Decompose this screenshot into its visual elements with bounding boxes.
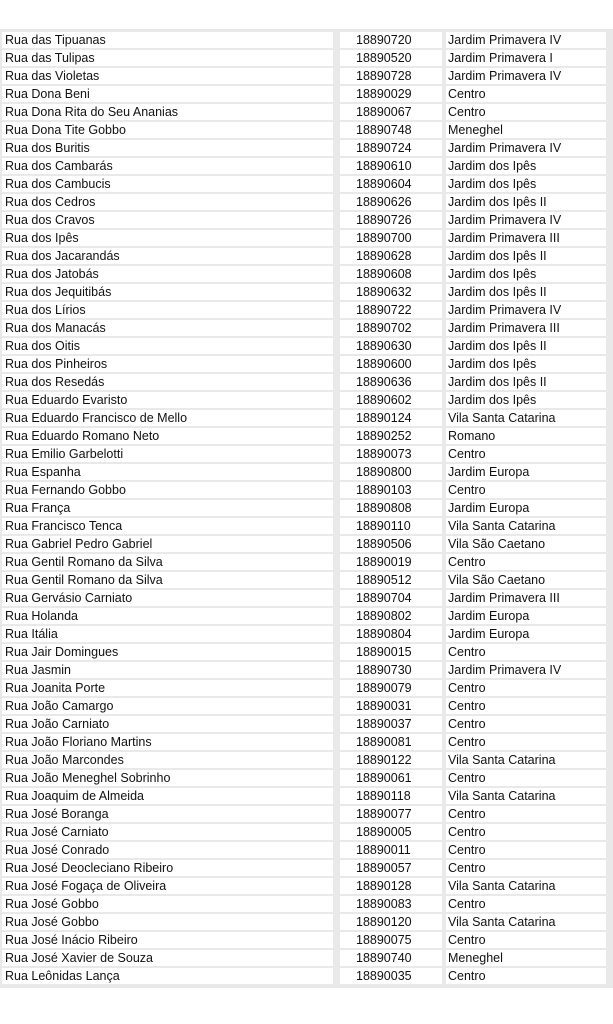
table-row	[0, 319, 613, 337]
district-cell: Jardim Primavera III	[446, 590, 606, 606]
street-cell: Rua Joaquim de Almeida	[2, 788, 333, 804]
cep-cell: 18890636	[340, 374, 442, 390]
cep-cell: 18890720	[340, 32, 442, 48]
cep-cell: 18890740	[340, 950, 442, 966]
district-cell: Jardim dos Ipês	[446, 392, 606, 408]
street-cell: Rua Emilio Garbelotti	[2, 446, 333, 462]
table-row	[0, 679, 613, 697]
street-cell: Rua Jasmin	[2, 662, 333, 678]
cep-cell: 18890702	[340, 320, 442, 336]
cep-cell: 18890005	[340, 824, 442, 840]
district-cell: Romano	[446, 428, 606, 444]
table-row	[0, 607, 613, 625]
street-cell: Rua João Camargo	[2, 698, 333, 714]
table-row	[0, 445, 613, 463]
street-cell: Rua José Gobbo	[2, 914, 333, 930]
cep-cell: 18890031	[340, 698, 442, 714]
district-cell: Jardim Primavera IV	[446, 140, 606, 156]
cep-cell: 18890802	[340, 608, 442, 624]
cep-cell: 18890724	[340, 140, 442, 156]
district-cell: Jardim Primavera IV	[446, 68, 606, 84]
cep-cell: 18890124	[340, 410, 442, 426]
table-row	[0, 391, 613, 409]
district-cell: Centro	[446, 554, 606, 570]
district-cell: Centro	[446, 716, 606, 732]
street-cell: Rua Joanita Porte	[2, 680, 333, 696]
table-row	[0, 193, 613, 211]
table-row	[0, 841, 613, 859]
cep-cell: 18890704	[340, 590, 442, 606]
table-row	[0, 733, 613, 751]
table-row	[0, 769, 613, 787]
street-cell: Rua João Marcondes	[2, 752, 333, 768]
district-cell: Jardim Europa	[446, 500, 606, 516]
cep-cell: 18890722	[340, 302, 442, 318]
street-cell: Rua das Tipuanas	[2, 32, 333, 48]
street-cell: Rua José Boranga	[2, 806, 333, 822]
street-cell: Rua Leônidas Lança	[2, 968, 333, 984]
table-row	[0, 967, 613, 985]
table-row	[0, 283, 613, 301]
street-cell: Rua Eduardo Evaristo	[2, 392, 333, 408]
district-cell: Centro	[446, 680, 606, 696]
cep-cell: 18890630	[340, 338, 442, 354]
street-cell: Rua das Violetas	[2, 68, 333, 84]
district-cell: Jardim dos Ipês	[446, 176, 606, 192]
district-cell: Jardim dos Ipês II	[446, 194, 606, 210]
cep-cell: 18890626	[340, 194, 442, 210]
cep-cell: 18890122	[340, 752, 442, 768]
cep-cell: 18890608	[340, 266, 442, 282]
table-row	[0, 895, 613, 913]
cep-cell: 18890632	[340, 284, 442, 300]
cep-cell: 18890730	[340, 662, 442, 678]
table-row	[0, 85, 613, 103]
table-row	[0, 463, 613, 481]
street-cell: Rua dos Jequitibás	[2, 284, 333, 300]
street-cell: Rua Gentil Romano da Silva	[2, 572, 333, 588]
district-cell: Centro	[446, 698, 606, 714]
district-cell: Centro	[446, 644, 606, 660]
cep-cell: 18890600	[340, 356, 442, 372]
cep-cell: 18890037	[340, 716, 442, 732]
table-row	[0, 103, 613, 121]
cep-cell: 18890075	[340, 932, 442, 948]
district-cell: Centro	[446, 896, 606, 912]
street-cell: Rua das Tulipas	[2, 50, 333, 66]
street-cell: Rua Dona Tite Gobbo	[2, 122, 333, 138]
district-cell: Centro	[446, 770, 606, 786]
table-row	[0, 481, 613, 499]
street-cell: Rua João Floriano Martins	[2, 734, 333, 750]
table-row	[0, 589, 613, 607]
street-cell: Rua Francisco Tenca	[2, 518, 333, 534]
street-cell: Rua Fernando Gobbo	[2, 482, 333, 498]
street-cell: Rua José Xavier de Souza	[2, 950, 333, 966]
table-row	[0, 301, 613, 319]
table-row	[0, 49, 613, 67]
table-row	[0, 715, 613, 733]
street-cell: Rua José Inácio Ribeiro	[2, 932, 333, 948]
street-cell: Rua dos Ipês	[2, 230, 333, 246]
district-cell: Vila Santa Catarina	[446, 914, 606, 930]
street-cell: Rua Dona Rita do Seu Ananias	[2, 104, 333, 120]
table-row	[0, 787, 613, 805]
table-row	[0, 751, 613, 769]
table-row	[0, 913, 613, 931]
street-cell: Rua Gervásio Carniato	[2, 590, 333, 606]
district-cell: Jardim dos Ipês	[446, 266, 606, 282]
district-cell: Centro	[446, 968, 606, 984]
street-cell: Rua Dona Beni	[2, 86, 333, 102]
district-cell: Jardim dos Ipês II	[446, 374, 606, 390]
street-cell: Rua José Gobbo	[2, 896, 333, 912]
table-row	[0, 859, 613, 877]
cep-cell: 18890800	[340, 464, 442, 480]
street-cell: Rua Eduardo Romano Neto	[2, 428, 333, 444]
table-row	[0, 373, 613, 391]
cep-cell: 18890602	[340, 392, 442, 408]
table-row	[0, 229, 613, 247]
table-row	[0, 427, 613, 445]
district-cell: Jardim Primavera IV	[446, 302, 606, 318]
district-cell: Meneghel	[446, 950, 606, 966]
district-cell: Jardim dos Ipês	[446, 158, 606, 174]
cep-cell: 18890808	[340, 500, 442, 516]
street-cell: Rua José Carniato	[2, 824, 333, 840]
street-cell: Rua dos Buritis	[2, 140, 333, 156]
street-cell: Rua João Carniato	[2, 716, 333, 732]
table-row	[0, 535, 613, 553]
table-row	[0, 805, 613, 823]
cep-cell: 18890083	[340, 896, 442, 912]
table-row	[0, 553, 613, 571]
table-row	[0, 949, 613, 967]
street-cell: Rua dos Oitis	[2, 338, 333, 354]
street-cell: Rua dos Jacarandás	[2, 248, 333, 264]
street-cell: Rua dos Pinheiros	[2, 356, 333, 372]
street-cell: Rua Espanha	[2, 464, 333, 480]
table-row	[0, 877, 613, 895]
cep-cell: 18890728	[340, 68, 442, 84]
street-cell: Rua França	[2, 500, 333, 516]
cep-cell: 18890628	[340, 248, 442, 264]
table-row	[0, 409, 613, 427]
district-cell: Centro	[446, 824, 606, 840]
table-row	[0, 571, 613, 589]
district-cell: Jardim Europa	[446, 464, 606, 480]
street-cell: Rua dos Cedros	[2, 194, 333, 210]
cep-cell: 18890520	[340, 50, 442, 66]
district-cell: Jardim dos Ipês	[446, 356, 606, 372]
table-row	[0, 121, 613, 139]
cep-cell: 18890128	[340, 878, 442, 894]
street-cell: Rua Gentil Romano da Silva	[2, 554, 333, 570]
district-cell: Jardim Primavera IV	[446, 32, 606, 48]
district-cell: Centro	[446, 104, 606, 120]
district-cell: Centro	[446, 734, 606, 750]
cep-cell: 18890252	[340, 428, 442, 444]
street-cell: Rua dos Jatobás	[2, 266, 333, 282]
district-cell: Meneghel	[446, 122, 606, 138]
cep-cell: 18890610	[340, 158, 442, 174]
cep-cell: 18890011	[340, 842, 442, 858]
district-cell: Jardim Europa	[446, 608, 606, 624]
street-cell: Rua dos Cambarás	[2, 158, 333, 174]
cep-cell: 18890604	[340, 176, 442, 192]
table-row	[0, 139, 613, 157]
table-row	[0, 157, 613, 175]
table-row	[0, 931, 613, 949]
cep-cell: 18890506	[340, 536, 442, 552]
district-cell: Vila São Caetano	[446, 536, 606, 552]
district-cell: Vila Santa Catarina	[446, 518, 606, 534]
street-cell: Rua dos Lírios	[2, 302, 333, 318]
street-cell: Rua dos Manacás	[2, 320, 333, 336]
district-cell: Jardim dos Ipês II	[446, 248, 606, 264]
district-cell: Vila São Caetano	[446, 572, 606, 588]
cep-cell: 18890077	[340, 806, 442, 822]
cep-cell: 18890067	[340, 104, 442, 120]
table-row	[0, 67, 613, 85]
cep-cell: 18890061	[340, 770, 442, 786]
cep-cell: 18890057	[340, 860, 442, 876]
cep-cell: 18890120	[340, 914, 442, 930]
table-row	[0, 211, 613, 229]
table-row	[0, 661, 613, 679]
cep-cell: 18890029	[340, 86, 442, 102]
cep-cell: 18890748	[340, 122, 442, 138]
cep-cell: 18890081	[340, 734, 442, 750]
street-cell: Rua José Fogaça de Oliveira	[2, 878, 333, 894]
table-row	[0, 625, 613, 643]
district-cell: Vila Santa Catarina	[446, 878, 606, 894]
cep-cell: 18890110	[340, 518, 442, 534]
district-cell: Vila Santa Catarina	[446, 410, 606, 426]
street-cell: Rua Gabriel Pedro Gabriel	[2, 536, 333, 552]
district-cell: Centro	[446, 446, 606, 462]
district-cell: Centro	[446, 860, 606, 876]
table-row	[0, 337, 613, 355]
cep-cell: 18890700	[340, 230, 442, 246]
district-cell: Jardim Primavera III	[446, 320, 606, 336]
table-row	[0, 499, 613, 517]
street-cell: Rua Itália	[2, 626, 333, 642]
street-cell: Rua João Meneghel Sobrinho	[2, 770, 333, 786]
table-row	[0, 697, 613, 715]
district-cell: Vila Santa Catarina	[446, 788, 606, 804]
cep-cell: 18890726	[340, 212, 442, 228]
cep-cell: 18890015	[340, 644, 442, 660]
street-cell: Rua Jair Domingues	[2, 644, 333, 660]
cep-cell: 18890073	[340, 446, 442, 462]
district-cell: Jardim Primavera IV	[446, 662, 606, 678]
district-cell: Jardim Primavera IV	[446, 212, 606, 228]
cep-cell: 18890804	[340, 626, 442, 642]
district-cell: Jardim dos Ipês II	[446, 284, 606, 300]
address-table	[0, 29, 613, 988]
district-cell: Jardim Europa	[446, 626, 606, 642]
district-cell: Centro	[446, 86, 606, 102]
table-row	[0, 31, 613, 49]
table-row	[0, 265, 613, 283]
table-row	[0, 247, 613, 265]
cep-cell: 18890103	[340, 482, 442, 498]
table-row	[0, 823, 613, 841]
street-cell: Rua José Deocleciano Ribeiro	[2, 860, 333, 876]
table-row	[0, 643, 613, 661]
district-cell: Centro	[446, 842, 606, 858]
cep-cell: 18890035	[340, 968, 442, 984]
district-cell: Jardim Primavera I	[446, 50, 606, 66]
street-cell: Rua dos Cambucis	[2, 176, 333, 192]
district-cell: Vila Santa Catarina	[446, 752, 606, 768]
table-row	[0, 517, 613, 535]
district-cell: Centro	[446, 806, 606, 822]
table-row	[0, 355, 613, 373]
street-cell: Rua Eduardo Francisco de Mello	[2, 410, 333, 426]
cep-cell: 18890079	[340, 680, 442, 696]
district-cell: Jardim Primavera III	[446, 230, 606, 246]
district-cell: Centro	[446, 482, 606, 498]
street-cell: Rua dos Cravos	[2, 212, 333, 228]
cep-cell: 18890118	[340, 788, 442, 804]
table-row	[0, 175, 613, 193]
district-cell: Jardim dos Ipês II	[446, 338, 606, 354]
street-cell: Rua Holanda	[2, 608, 333, 624]
street-cell: Rua dos Resedás	[2, 374, 333, 390]
cep-cell: 18890512	[340, 572, 442, 588]
district-cell: Centro	[446, 932, 606, 948]
street-cell: Rua José Conrado	[2, 842, 333, 858]
cep-cell: 18890019	[340, 554, 442, 570]
